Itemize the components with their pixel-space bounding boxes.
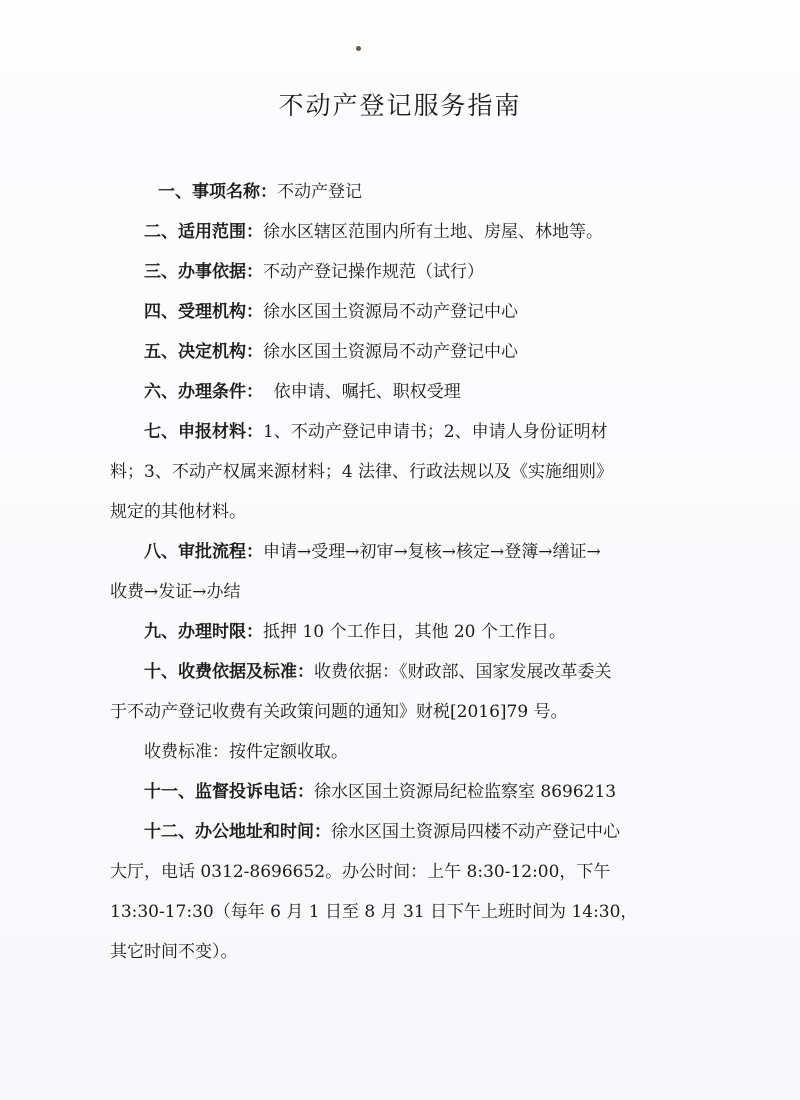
- item-value: 料；3、不动产权属来源材料；4 法律、行政法规以及《实施细则》: [110, 462, 614, 482]
- item-value: 规定的其他材料。: [110, 502, 246, 522]
- item-label: 二、适用范围：: [144, 222, 263, 242]
- item-value: 徐水区国土资源局不动产登记中心: [263, 342, 518, 362]
- item-materials-row: [110, 412, 735, 452]
- item-scope-row: [110, 212, 735, 252]
- item-materials-continuation: [110, 492, 735, 532]
- item-fee-basis-continuation: [110, 692, 735, 732]
- item-label: 十、收费依据及标准：: [144, 662, 314, 682]
- item-value: 大厅，电话 0312-8696652。办公时间：上午 8:30-12:00，下午: [110, 862, 611, 882]
- item-value: 于不动产登记收费有关政策问题的通知》财税[2016]79 号。: [110, 702, 568, 722]
- item-label: 六、办理条件：: [144, 382, 263, 402]
- item-label: 一、事项名称：: [158, 182, 277, 202]
- item-value: 依申请、嘱托、职权受理: [263, 382, 461, 402]
- item-value: 申请→受理→初审→复核→核定→登簿→缮证→: [263, 542, 601, 562]
- item-fee-basis-row: [110, 652, 735, 692]
- item-conditions-row: [110, 372, 735, 412]
- item-deciding-agency-row: [110, 332, 735, 372]
- item-label: 九、办理时限：: [144, 622, 263, 642]
- item-label: 五、决定机构：: [144, 342, 263, 362]
- item-value: 收费依据：《财政部、国家发展改革委关: [314, 662, 612, 682]
- item-value: 不动产登记: [277, 182, 362, 202]
- item-value: 收费标准：按件定额收取。: [144, 742, 348, 762]
- item-process-continuation: [110, 572, 735, 612]
- item-name-row: [110, 172, 735, 212]
- item-basis-row: [110, 252, 735, 292]
- item-value: 其它时间不变）。: [110, 942, 238, 962]
- item-label: 十一、监督投诉电话：: [144, 782, 314, 802]
- item-accepting-agency-row: [110, 292, 735, 332]
- item-address-continuation: [110, 892, 735, 932]
- item-value: 徐水区辖区范围内所有土地、房屋、林地等。: [263, 222, 603, 242]
- item-value: 抵押 10 个工作日，其他 20 个工作日。: [263, 622, 566, 642]
- item-value: 徐水区国土资源局不动产登记中心: [263, 302, 518, 322]
- item-value: 1、不动产登记申请书；2、申请人身份证明材: [263, 422, 608, 442]
- item-label: 七、申报材料：: [144, 422, 263, 442]
- item-label: 十二、办公地址和时间：: [144, 822, 331, 842]
- item-time-limit-row: [110, 612, 735, 652]
- page-title: 不动产登记服务指南: [278, 91, 522, 120]
- item-process-row: [110, 532, 735, 572]
- item-value: 13:30-17:30（每年 6 月 1 日至 8 月 31 日下午上班时间为 14:30，: [110, 902, 638, 922]
- item-complaint-phone-row: [110, 772, 735, 812]
- item-value: 徐水区国土资源局四楼不动产登记中心: [331, 822, 620, 842]
- document-body: [110, 172, 735, 972]
- item-label: 四、受理机构：: [144, 302, 263, 322]
- scan-speck: [356, 46, 361, 51]
- item-address-row: [110, 812, 735, 852]
- item-value: 徐水区国土资源局纪检监察室 8696213: [314, 782, 617, 802]
- item-fee-standard-row: [110, 732, 735, 772]
- item-materials-continuation: [110, 452, 735, 492]
- item-label: 三、办事依据：: [144, 262, 263, 282]
- item-value: 不动产登记操作规范（试行）: [263, 262, 484, 282]
- item-address-continuation: [110, 852, 735, 892]
- item-label: 八、审批流程：: [144, 542, 263, 562]
- item-value: 收费→发证→办结: [110, 582, 241, 602]
- item-address-continuation: [110, 932, 735, 972]
